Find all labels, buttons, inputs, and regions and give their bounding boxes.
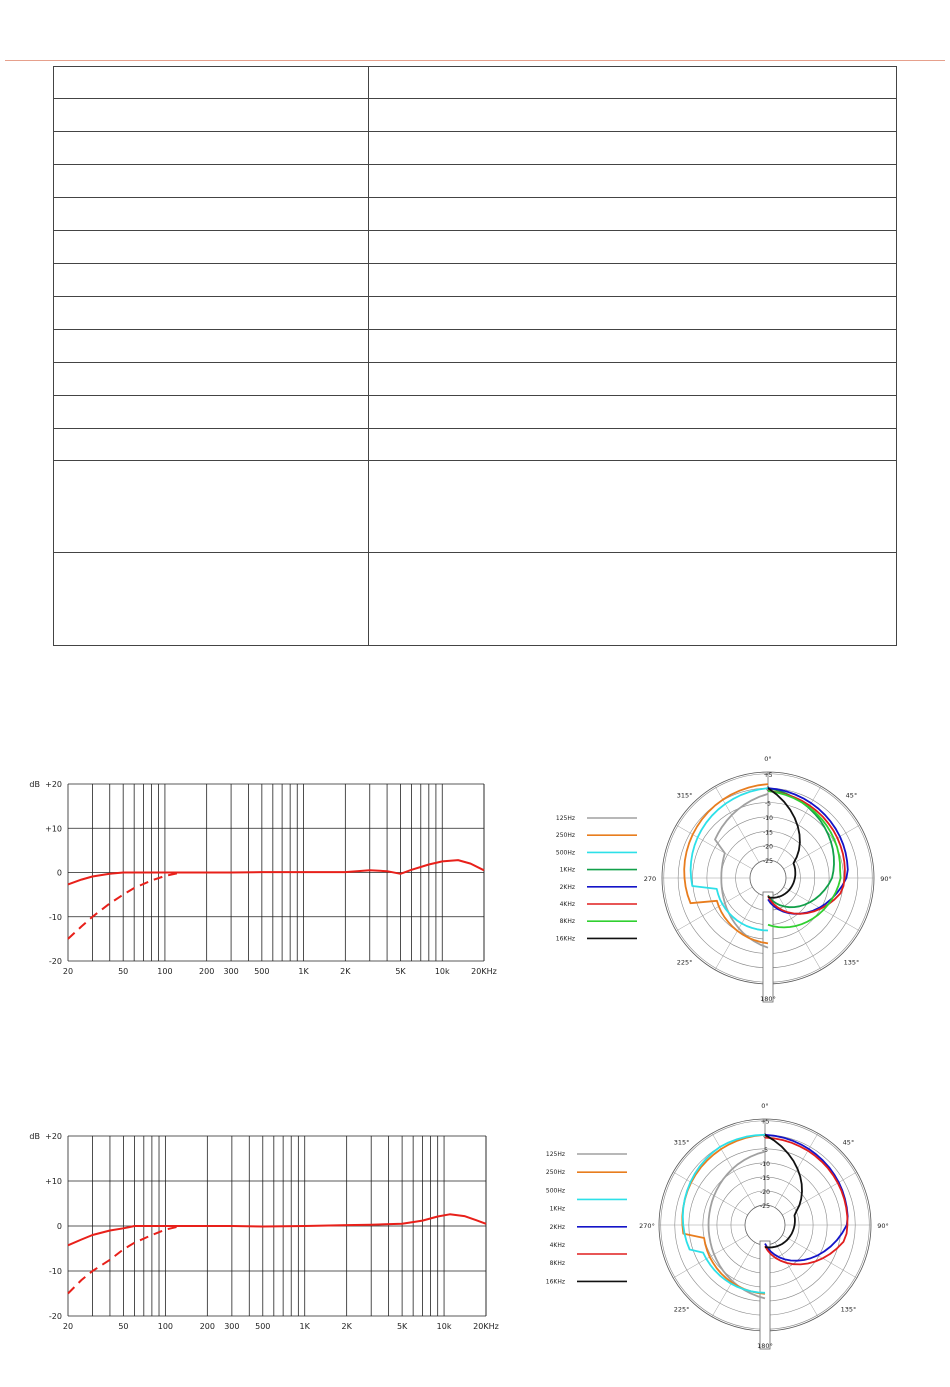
frequency-response-chart-2 [29, 1132, 498, 1331]
frequency-response-chart-1 [29, 780, 496, 976]
x-tick-label: 20 [62, 967, 74, 976]
response-series-dashed [68, 873, 181, 939]
y-tick-label: +20 [45, 1132, 62, 1141]
x-tick-label: 200 [199, 967, 215, 976]
angle-label: 225° [673, 1305, 690, 1314]
ring-label: +5 [763, 771, 773, 779]
y-tick-label: 0 [56, 1222, 62, 1231]
angle-label: 45° [845, 791, 858, 800]
legend-label: 8KHz [559, 918, 575, 926]
angle-label: 180° [757, 1342, 773, 1350]
legend-label: 4KHz [549, 1242, 565, 1249]
response-series-solid [68, 1214, 486, 1245]
x-tick-label: 500 [255, 1322, 271, 1331]
angle-label: 90° [877, 1222, 889, 1230]
y-tick-label: +10 [45, 824, 62, 834]
ring-label: -10 [763, 814, 773, 822]
x-tick-label: 10k [434, 967, 450, 976]
y-tick-label: +10 [45, 1177, 62, 1186]
ring-label: -5 [762, 1146, 768, 1154]
polar-spoke [712, 1133, 755, 1207]
ring-label: -20 [760, 1188, 770, 1196]
legend-label: 4KHz [559, 901, 575, 908]
ring-label: -20 [763, 843, 773, 851]
x-tick-label: 300 [224, 1322, 240, 1331]
angle-label: 270° [639, 1222, 655, 1230]
polar-spoke [782, 1235, 856, 1278]
legend-label: 125Hz [555, 815, 575, 822]
x-tick-label: 100 [157, 967, 173, 976]
y-tick-label: 0 [56, 868, 62, 878]
x-tick-label: 20 [62, 1322, 74, 1331]
angle-label: 0° [764, 755, 772, 763]
angle-label: 0° [761, 1102, 769, 1110]
x-tick-label: 20KHz [471, 967, 497, 976]
x-tick-label: 5K [396, 1322, 408, 1331]
polar-curve [691, 788, 768, 930]
y-tick-label: +20 [45, 780, 62, 789]
y-tick-label: -10 [48, 912, 62, 922]
x-tick-label: 300 [223, 967, 239, 976]
y-tick-label: -10 [48, 1267, 62, 1276]
polar-pattern-chart-1 [556, 755, 892, 1003]
ring-label: -15 [763, 829, 773, 837]
angle-label: 270 [643, 875, 657, 883]
response-series-dashed [68, 1226, 181, 1294]
mic-stand-slot [760, 1241, 770, 1349]
angle-label: 225° [676, 958, 693, 967]
angle-label: 45° [842, 1138, 855, 1147]
legend-label: 2KHz [549, 1223, 565, 1231]
y-axis-label: dB [29, 780, 40, 789]
x-tick-label: 50 [118, 1322, 129, 1331]
angle-label: 315° [673, 1138, 690, 1147]
angle-label: 315° [676, 791, 693, 800]
legend-label: 16KHz [555, 935, 575, 943]
x-tick-label: 2K [340, 967, 351, 976]
ring-label: -10 [760, 1160, 770, 1168]
polar-spoke [775, 1242, 818, 1316]
legend-label: 125Hz [545, 1151, 565, 1158]
polar-center [745, 1205, 785, 1245]
ring-label: -15 [760, 1174, 770, 1182]
polar-curve [684, 784, 768, 943]
legend-label: 16KHz [545, 1278, 565, 1286]
legend-label: 2KHz [559, 883, 575, 891]
legend-label: 250Hz [555, 832, 575, 840]
y-tick-label: -20 [48, 957, 62, 966]
ring-label: -25 [763, 858, 773, 865]
angle-label: 180° [760, 995, 776, 1003]
x-tick-label: 100 [157, 1322, 174, 1331]
legend-label: 500Hz [555, 849, 575, 857]
ring-label: 0 [763, 1132, 767, 1140]
legend-label: 250Hz [545, 1169, 565, 1177]
x-tick-label: 500 [254, 967, 270, 976]
x-tick-label: 5K [395, 967, 406, 976]
x-tick-label: 20KHz [473, 1322, 499, 1331]
x-tick-label: 200 [199, 1322, 215, 1331]
x-tick-label: 1K [299, 1322, 310, 1331]
y-tick-label: -20 [48, 1312, 62, 1321]
angle-label: 90° [880, 875, 892, 883]
angle-label: 135° [840, 1305, 857, 1314]
polar-center [750, 860, 786, 896]
x-tick-label: 50 [118, 967, 129, 976]
x-tick-label: 1K [298, 967, 309, 976]
angle-label: 135° [843, 958, 860, 967]
legend-label: 1KHz [549, 1205, 565, 1213]
legend-label: 1KHz [559, 866, 575, 874]
ring-label: -5 [765, 800, 771, 808]
polar-spoke [712, 1242, 755, 1316]
x-tick-label: 10k [436, 1322, 452, 1331]
y-axis-label: dB [29, 1132, 40, 1141]
ring-label: -25 [760, 1203, 770, 1210]
x-tick-label: 2K [341, 1322, 352, 1331]
polar-pattern-chart-2 [546, 1102, 889, 1350]
ring-label: 0 [766, 786, 770, 794]
legend-label: 500Hz [545, 1187, 565, 1195]
ring-label: +5 [760, 1118, 770, 1126]
legend-label: 8KHz [549, 1260, 565, 1268]
